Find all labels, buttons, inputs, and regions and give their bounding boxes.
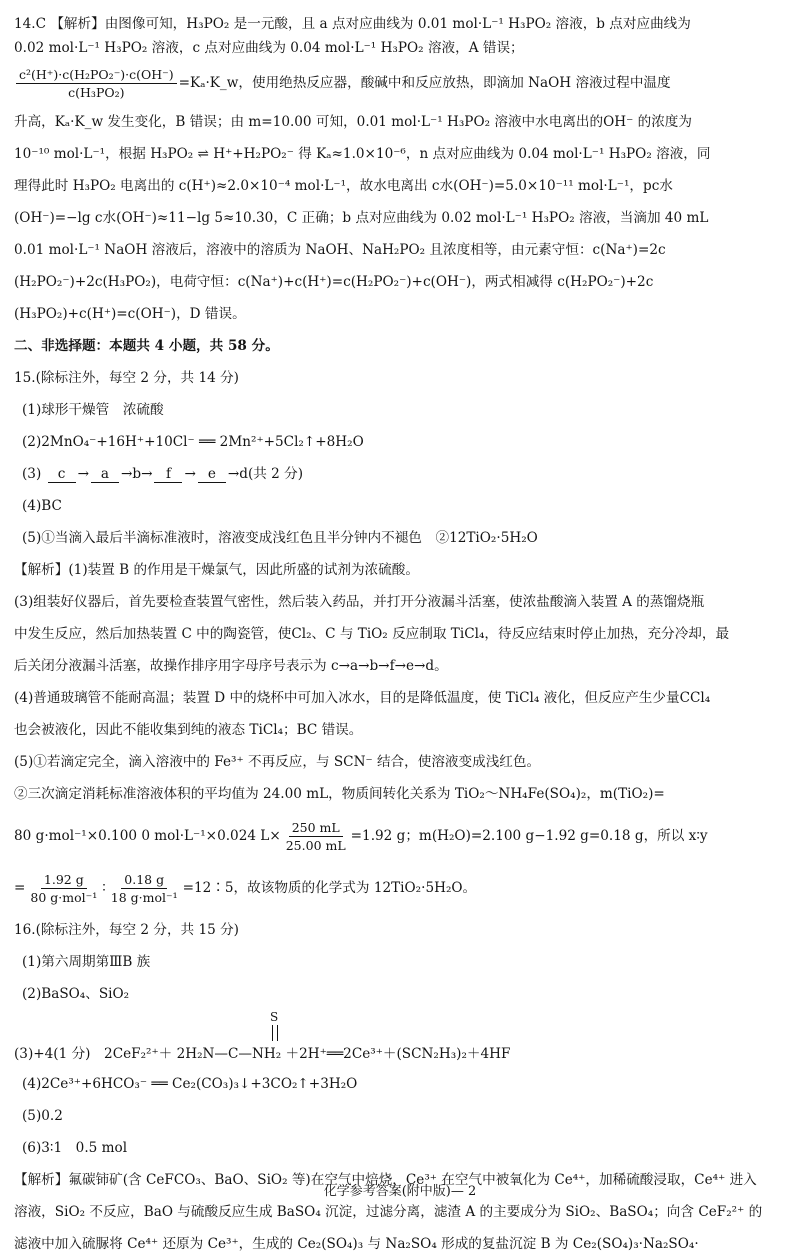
q16-a3-double-bond [272, 1025, 278, 1041]
q16-a3-sulfur-label: S [270, 1010, 279, 1024]
q15-explain-3a: (3)组装好仪器后，首先要检查装置气密性，然后装入药品，并打开分液漏斗活塞，使浓盐酸滴入装置 A 的蒸馏烧瓶 [14, 594, 705, 610]
q14-line-10: (H₃PO₂)+c(H⁺)=c(OH⁻)，D 错误。 [14, 306, 246, 322]
q15-answer-4: (4)BC [22, 498, 62, 514]
page-footer: 化学参考答案(附中版)— 2 [323, 1184, 477, 1199]
q16-header: 16.(除标注外，每空 2 分，共 15 分) [14, 922, 239, 938]
q15-explain-3c: 后关闭分液漏斗活塞，故操作排序用字母序号表示为 c→a→b→f→e→d。 [14, 658, 448, 674]
q15-block [14, 362, 786, 914]
q15-explain-1: 【解析】(1)装置 B 的作用是干燥氯气，因此所盛的试剂为浓硫酸。 [14, 562, 419, 578]
q15-answer-2: (2)2MnO₄⁻+16H⁺+10Cl⁻ ══ 2Mn²⁺+5Cl₂↑+8H₂O [22, 434, 364, 450]
q15-header: 15.(除标注外，每空 2 分，共 14 分) [14, 370, 239, 386]
q15-explain-5d [14, 862, 786, 914]
q14-line-3-text: =Kₐ·K_w，使用绝热反应器，酸碱中和反应放热，即滴加 NaOH 溶液过程中温度 [178, 75, 671, 91]
q15-e5d-post: =12∶5，故该物质的化学式为 12TiO₂·5H₂O。 [182, 880, 477, 896]
q16-answer-4: (4)2Ce³⁺+6HCO₃⁻ ══ Ce₂(CO₃)₃↓+3CO₂↑+3H₂O [22, 1076, 358, 1092]
q14-fraction-numerator: c²(H⁺)·c(H₂PO₂⁻)·c(OH⁻) [16, 66, 177, 84]
q16-answer-1: (1)第六周期第ⅢB 族 [22, 954, 151, 970]
q15-e5d-f2-numerator: 0.18 g [121, 871, 167, 889]
q15-a3-blank-4: e [198, 466, 226, 483]
q14-line-7: (OH⁻)=−lg c水(OH⁻)≈11−lg 5≈10.30，C 正确；b 点对应曲线为 0.02 mol·L⁻¹ H₃PO₂ 溶液，当滴加 40 mL [14, 210, 709, 226]
q15-e5d-pre: = [14, 880, 26, 896]
q14-fraction-denominator: c(H₃PO₂) [68, 84, 125, 100]
q16-answer-2: (2)BaSO₄、SiO₂ [22, 986, 130, 1002]
q14-line-1: 14.C 【解析】由图像可知，H₃PO₂ 是一元酸，且 a 点对应曲线为 0.01 mol·L⁻¹ H₃PO₂ 溶液，b 点对应曲线为 [14, 16, 691, 32]
q15-a3-suffix: →d(共 2 分) [227, 466, 304, 482]
q15-explain-4b: 也会被液化，因此不能收集到纯的液态 TiCl₄；BC 错误。 [14, 722, 363, 738]
q16-block [14, 914, 786, 1260]
q15-e5c-numerator: 250 mL [289, 819, 343, 837]
q16-answer-3 [14, 1010, 786, 1068]
q15-a3-blank-2: a [91, 466, 119, 483]
section-2-heading: 二、非选择题：本题共 4 小题，共 58 分。 [14, 338, 279, 354]
q15-answer-3: (3) c → a →b→ f → e →d(共 2 分) [22, 466, 304, 482]
q15-a3-blank-3: f [154, 466, 182, 483]
q14-line-6: 理得此时 H₃PO₂ 电离出的 c(H⁺)≈2.0×10⁻⁴ mol·L⁻¹，故水电离出 c水(OH⁻)=5.0×10⁻¹¹ mol·L⁻¹，pc水 [14, 178, 673, 194]
q15-e5c-fraction [283, 819, 349, 854]
q14-line-2: 0.02 mol·L⁻¹ H₃PO₂ 溶液，c 点对应曲线为 0.04 mol·L⁻¹ H₃PO₂ 溶液，A 错误； [14, 40, 524, 56]
q15-a3-mid: →b→ [120, 466, 153, 482]
q15-explain-5b: ②三次滴定消耗标准溶液体积的平均值为 24.00 mL，物质间转化关系为 TiO₂～NH₄Fe(SO₄)₂，m(TiO₂)= [14, 786, 665, 802]
q16-answer-6: (6)3∶1 0.5 mol [22, 1140, 128, 1156]
q14-line-9: (H₂PO₂⁻)+2c(H₃PO₂)，电荷守恒：c(Na⁺)+c(H⁺)=c(H₂PO₂⁻)+c(OH⁻)，两式相减得 c(H₂PO₂⁻)+2c [14, 274, 654, 290]
q14-line-3 [14, 60, 786, 106]
q15-a3-blank-1: c [48, 466, 76, 483]
q14-block [14, 12, 786, 330]
q15-e5d-f2-denominator: 18 g·mol⁻¹ [110, 889, 178, 905]
q15-e5d-colon: ∶ [102, 880, 106, 896]
q15-e5d-f1-numerator: 1.92 g [41, 871, 87, 889]
q15-explain-5a: (5)①若滴定完全，滴入溶液中的 Fe³⁺ 不再反应，与 SCN⁻ 结合，使溶液变成浅红色。 [14, 754, 541, 770]
q16-explain-2: 溶液，SiO₂ 不反应，BaO 与硫酸反应生成 BaSO₄ 沉淀，过滤分离，滤渣 A 的主要成分为 SiO₂、BaSO₄；向含 CeF₂²⁺ 的 [14, 1204, 763, 1220]
q16-answer-5: (5)0.2 [22, 1108, 63, 1124]
q15-answer-1: (1)球形干燥管 浓硫酸 [22, 402, 164, 418]
q14-line-8: 0.01 mol·L⁻¹ NaOH 溶液后，溶液中的溶质为 NaOH、NaH₂PO₂ 且浓度相等，由元素守恒：c(Na⁺)=2c [14, 242, 666, 258]
q15-answer-5: (5)①当滴入最后半滴标准液时，溶液变成浅红色且半分钟内不褪色 ②12TiO₂·5H₂O [22, 530, 538, 546]
q15-e5c-denominator: 25.00 mL [285, 837, 346, 853]
q16-explain-3: 滤液中加入硫脲将 Ce⁴⁺ 还原为 Ce³⁺，生成的 Ce₂(SO₄)₃ 与 Na₂SO₄ 形成的复盐沉淀 B 为 Ce₂(SO₄)₃·Na₂SO₄· [14, 1236, 699, 1252]
q14-fraction [16, 66, 177, 101]
q14-line-4: 升高，Kₐ·K_w 发生变化，B 错误；由 m=10.00 可知，0.01 mol·L⁻¹ H₃PO₂ 溶液中水电离出的OH⁻ 的浓度为 [14, 114, 692, 130]
q15-e5c-pre: 80 g·mol⁻¹×0.100 0 mol·L⁻¹×0.024 L× [14, 828, 281, 844]
q15-explain-5c [14, 810, 786, 862]
q15-e5d-f1-denominator: 80 g·mol⁻¹ [30, 889, 98, 905]
q16-a3-equation: (3)+4(1 分) 2CeF₂²⁺＋ 2H₂N—C—NH₂ ＋2H⁺══2Ce³⁺＋(SCN₂H₃)₂＋4HF [14, 1046, 511, 1062]
q15-a3-prefix: (3) [22, 466, 42, 482]
q15-explain-3b: 中发生反应，然后加热装置 C 中的陶瓷管，使Cl₂、C 与 TiO₂ 反应制取 TiCl₄，待反应结束时停止加热，充分冷却，最 [14, 626, 730, 642]
q15-e5d-fraction-1 [27, 871, 100, 906]
q16-explain-1: 【解析】氟碳铈矿(含 CeFCO₃、BaO、SiO₂ 等)在空气中焙烧，Ce³⁺ 在空气中被氧化为 Ce⁴⁺，加稀硫酸浸取，Ce⁴⁺ 进入 [14, 1172, 757, 1188]
q15-explain-4a: (4)普通玻璃管不能耐高温；装置 D 中的烧杯中可加入冰水，目的是降低温度，使 TiCl₄ 液化，但反应产生少量CCl₄ [14, 690, 711, 706]
q14-line-5: 10⁻¹⁰ mol·L⁻¹，根据 H₃PO₂ ⇌ H⁺+H₂PO₂⁻ 得 Kₐ≈1.0×10⁻⁶，n 点对应曲线为 0.04 mol·L⁻¹ H₃PO₂ 溶液，同 [14, 146, 711, 162]
q15-e5c-post: =1.92 g；m(H₂O)=2.100 g−1.92 g=0.18 g，所以 x∶y [350, 828, 708, 844]
q15-e5d-fraction-2 [108, 871, 181, 906]
